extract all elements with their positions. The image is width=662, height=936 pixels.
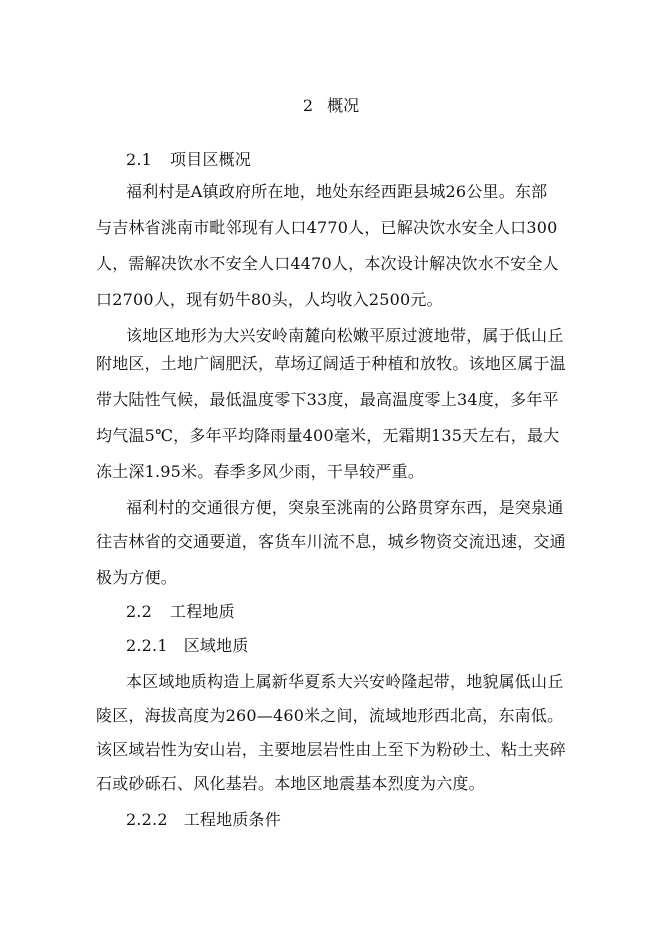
chapter-number: 2	[302, 96, 314, 115]
chapter-title	[0, 96, 662, 116]
paragraph-line: 与吉林省洮南市毗邻现有人口4770人，已解决饮水安全人口300	[96, 218, 558, 237]
paragraph-line: 福利村是A镇政府所在地，地处东经西距县城26公里。东部	[126, 182, 548, 201]
section-number: 2.1	[126, 150, 153, 169]
paragraph-line: 附地区，土地广阔肥沃，草场辽阔适于种植和放牧。该地区属于温	[96, 354, 566, 373]
paragraph-line: 该区域岩性为安山岩，主要地层岩性由上至下为粉砂土、粘土夹碎	[96, 740, 566, 759]
paragraph-line: 冻土深1.95米。春季多风少雨，干旱较严重。	[96, 462, 425, 481]
subsection-title: 工程地质条件	[183, 810, 281, 829]
paragraph-line: 口2700人，现有奶牛80头，人均收入2500元。	[96, 290, 443, 309]
subsection-title: 区域地质	[183, 636, 249, 655]
subsection-heading-2-2-1	[126, 636, 249, 656]
paragraph-line: 该地区地形为大兴安岭南麓向松嫩平原过渡地带，属于低山丘	[126, 326, 564, 345]
section-number: 2.2	[126, 602, 153, 621]
paragraph-line: 本区域地质构造上属新华夏系大兴安岭隆起带，地貌属低山丘	[126, 672, 564, 691]
paragraph-line: 往吉林省的交通要道，客货车川流不息，城乡物资交流迅速，交通	[96, 532, 566, 551]
section-title: 工程地质	[170, 602, 235, 621]
paragraph-line: 人，需解决饮水不安全人口4470人，本次设计解决饮水不安全人	[96, 254, 559, 273]
paragraph-line: 福利村的交通很方便，突泉至洮南的公路贯穿东西，是突泉通	[126, 498, 564, 517]
paragraph-line: 均气温5℃，多年平均降雨量400毫米，无霜期135天左右，最大	[96, 426, 560, 445]
chapter-title-text: 概况	[327, 96, 360, 115]
section-heading-2-2	[126, 602, 235, 622]
subsection-heading-2-2-2	[126, 810, 281, 830]
section-heading-2-1	[126, 150, 251, 170]
subsection-number: 2.2.1	[126, 636, 168, 655]
section-title: 项目区概况	[170, 150, 252, 169]
paragraph-line: 石或砂砾石、风化基岩。本地区地震基本烈度为六度。	[96, 774, 485, 793]
paragraph-line: 极为方便。	[96, 568, 178, 587]
paragraph-line: 带大陆性气候，最低温度零下33度，最高温度零上34度，多年平	[96, 390, 559, 409]
paragraph-line: 陵区，海拔高度为260—460米之间，流域地形西北高，东南低。	[96, 706, 564, 725]
subsection-number: 2.2.2	[126, 810, 168, 829]
